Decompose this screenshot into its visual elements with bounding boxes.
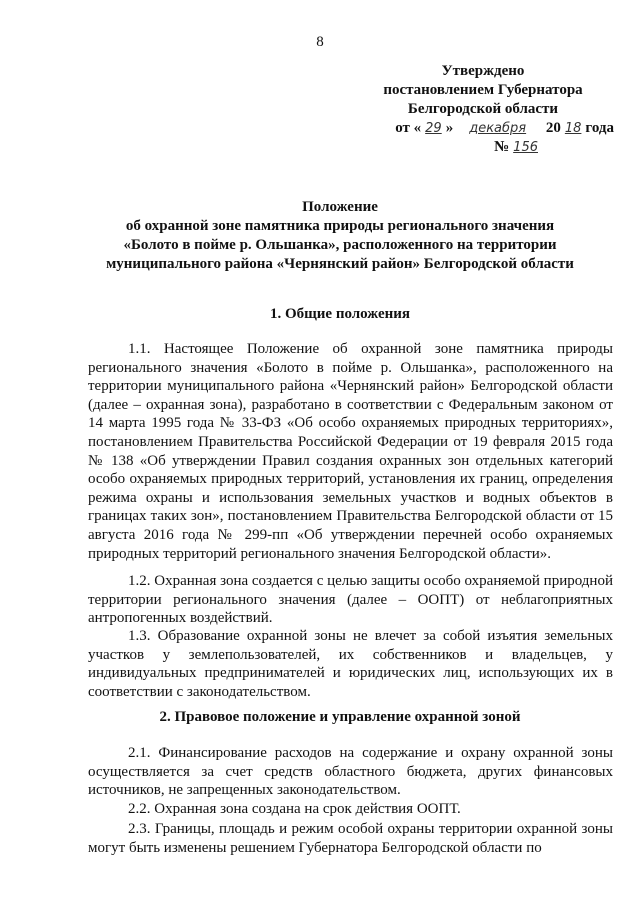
paragraph-1-2: 1.2. Охранная зона создается с целью защиты особо охраняемой природной территории регионального значения (далее – ООПТ) от неблагоприятных антропогенных воздействий.	[88, 573, 613, 627]
paragraph-1-3: 1.3. Образование охранной зоны не влечет за собой изъятия земельных участков у землепользователей, их собственников и владельцев, у индивидуальных предпринимателей и юридических лиц, использующих их в соответствии с законодательством.	[88, 628, 613, 700]
date-mid: »	[445, 120, 454, 136]
number-value: 156	[513, 140, 538, 155]
page-number: 8	[316, 34, 324, 50]
date-year-suffix: 18	[564, 121, 582, 136]
approval-line-approved: Утверждено	[441, 63, 525, 79]
date-year-prefix: 20	[545, 120, 561, 136]
approval-line-resolution: постановлением Губернатора	[383, 82, 583, 98]
approval-date	[352, 119, 614, 138]
paragraph-2-2: 2.2. Охранная зона создана на срок действия ООПТ.	[128, 801, 461, 817]
title-line-2: об охранной зоне памятника природы регионального значения	[125, 218, 555, 234]
date-day: 29	[425, 121, 442, 136]
document-title	[60, 198, 620, 274]
title-line-4: муниципального района «Чернянский район» Белгородской области	[106, 256, 574, 272]
approval-line-region: Белгородской области	[407, 101, 559, 117]
approval-block	[352, 62, 614, 157]
section-1-heading: 1. Общие положения	[269, 306, 411, 322]
section-2-heading: 2. Правовое положение и управление охранной зоной	[159, 709, 521, 725]
number-sign: №	[494, 139, 510, 155]
date-year-word: года	[585, 120, 614, 136]
title-line-1: Положение	[302, 199, 378, 215]
date-month: декабря	[469, 121, 527, 136]
date-from: от «	[395, 120, 422, 136]
approval-number	[352, 138, 614, 157]
title-line-3: «Болото в пойме р. Ольшанка», расположенного на территории	[123, 237, 557, 253]
paragraph-1-1: 1.1. Настоящее Положение об охранной зоне памятника природы регионального значения «Болото в пойме р. Ольшанка», расположенного на территории муниципального района «Чернянский район» Белгородской области (далее – охранная зона), разработано в соответствии с Федеральным законом от 14 марта 1995 года № 33-ФЗ «Об особо охраняемых природных территориях», постановлением Правительства Российской Федерации от 19 февраля 2015 года № 138 «Об утверждении Правил создания охранных зон отдельных категорий особо охраняемых природных территорий, установления их границ, определения режима охраны и использования земельных участков и водных объектов в границах таких зон», постановлением Правительства Белгородской области от 15 августа 2016 года № 299-пп «Об утверждении перечней особо охраняемых природных территорий регионального значения Белгородской области».	[88, 341, 613, 562]
paragraph-2-3: 2.3. Границы, площадь и режим особой охраны территории охранной зоны могут быть изменены решением Губернатора Белгородской области по	[88, 821, 613, 856]
paragraph-2-1: 2.1. Финансирование расходов на содержание и охрану охранной зоны осуществляется за счет средств областного бюджета, других финансовых источников, не запрещенных законодательством.	[88, 745, 613, 799]
